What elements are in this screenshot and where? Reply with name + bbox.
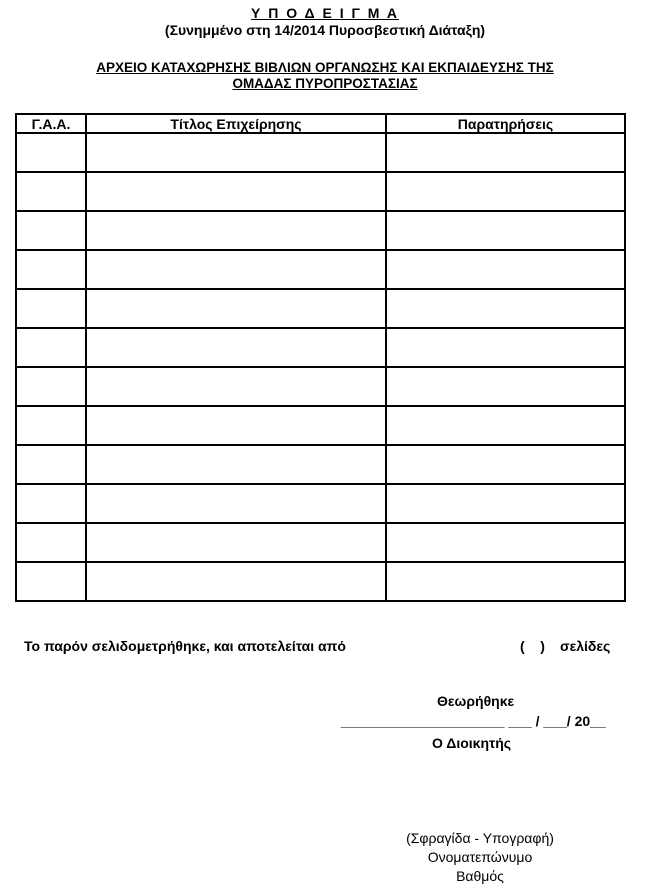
cell-business-title: [86, 289, 386, 328]
table-body: [16, 133, 625, 601]
cell-business-title: [86, 445, 386, 484]
cell-business-title: [86, 172, 386, 211]
cell-gaa: [16, 367, 86, 406]
cell-remarks: [386, 250, 625, 289]
full-name-label: Ονοματεπώνυμο: [427, 849, 533, 865]
cell-gaa: [16, 211, 86, 250]
table-row: [16, 484, 625, 523]
cell-business-title: [86, 523, 386, 562]
cell-remarks: [386, 367, 625, 406]
cell-business-title: [86, 211, 386, 250]
register-heading-line2: ΟΜΑΔΑΣ ΠΥΡΟΠΡΟΣΤΑΣΙΑΣ: [232, 76, 418, 91]
cell-remarks: [386, 133, 625, 172]
cell-gaa: [16, 328, 86, 367]
table-row: [16, 133, 625, 172]
table-row: [16, 172, 625, 211]
pages-count-text: Το παρόν σελιδομετρήθηκε, και αποτελείται από: [24, 638, 346, 654]
table-row: [16, 250, 625, 289]
cell-remarks: [386, 562, 625, 601]
cell-business-title: [86, 133, 386, 172]
table-row: [16, 211, 625, 250]
cell-remarks: [386, 172, 625, 211]
cell-remarks: [386, 523, 625, 562]
column-header-business-title: Τίτλος Επιχείρησης: [86, 114, 386, 133]
cell-business-title: [86, 562, 386, 601]
cell-business-title: [86, 250, 386, 289]
reviewed-label: Θεωρήθηκε: [437, 693, 515, 709]
table-row: [16, 289, 625, 328]
register-heading-line1: ΑΡΧΕΙΟ ΚΑΤΑΧΩΡΗΣΗΣ ΒΙΒΛΙΩΝ ΟΡΓΑΝΩΣΗΣ ΚΑΙ ΕΚΠΑΙΔΕΥΣΗΣ ΤΗΣ: [96, 60, 554, 75]
cell-gaa: [16, 562, 86, 601]
cell-gaa: [16, 406, 86, 445]
document-subtitle: (Συνημμένο στη 14/2014 Πυροσβεστική Διάταξη): [164, 22, 486, 38]
pages-word: σελίδες: [560, 638, 611, 654]
table-row: [16, 562, 625, 601]
cell-remarks: [386, 484, 625, 523]
cell-remarks: [386, 445, 625, 484]
cell-gaa: [16, 250, 86, 289]
commander-label: Ο Διοικητής: [432, 735, 512, 751]
table-row: [16, 445, 625, 484]
cell-remarks: [386, 328, 625, 367]
cell-business-title: [86, 406, 386, 445]
cell-business-title: [86, 367, 386, 406]
pages-count-blank: ( ): [520, 638, 545, 654]
column-header-remarks: Παρατηρήσεις: [386, 114, 625, 133]
stamp-signature-label: (Σφραγίδα - Υπογραφή): [406, 830, 554, 846]
column-header-gaa: Γ.Α.Α.: [16, 114, 86, 133]
cell-gaa: [16, 133, 86, 172]
table-row: [16, 406, 625, 445]
cell-gaa: [16, 172, 86, 211]
cell-business-title: [86, 328, 386, 367]
cell-remarks: [386, 211, 625, 250]
cell-business-title: [86, 484, 386, 523]
table-row: [16, 523, 625, 562]
table-row: [16, 328, 625, 367]
cell-remarks: [386, 289, 625, 328]
date-line: _____________________ ___ / ___/ 20__: [341, 713, 606, 729]
rank-label: Βαθμός: [456, 868, 504, 884]
table-row: [16, 367, 625, 406]
table-header-row: [16, 114, 625, 133]
cell-gaa: [16, 523, 86, 562]
cell-gaa: [16, 484, 86, 523]
document-title: Υ Π Ο Δ Ε Ι Γ Μ Α: [251, 5, 399, 21]
cell-remarks: [386, 406, 625, 445]
cell-gaa: [16, 445, 86, 484]
cell-gaa: [16, 289, 86, 328]
register-table: [15, 113, 626, 602]
